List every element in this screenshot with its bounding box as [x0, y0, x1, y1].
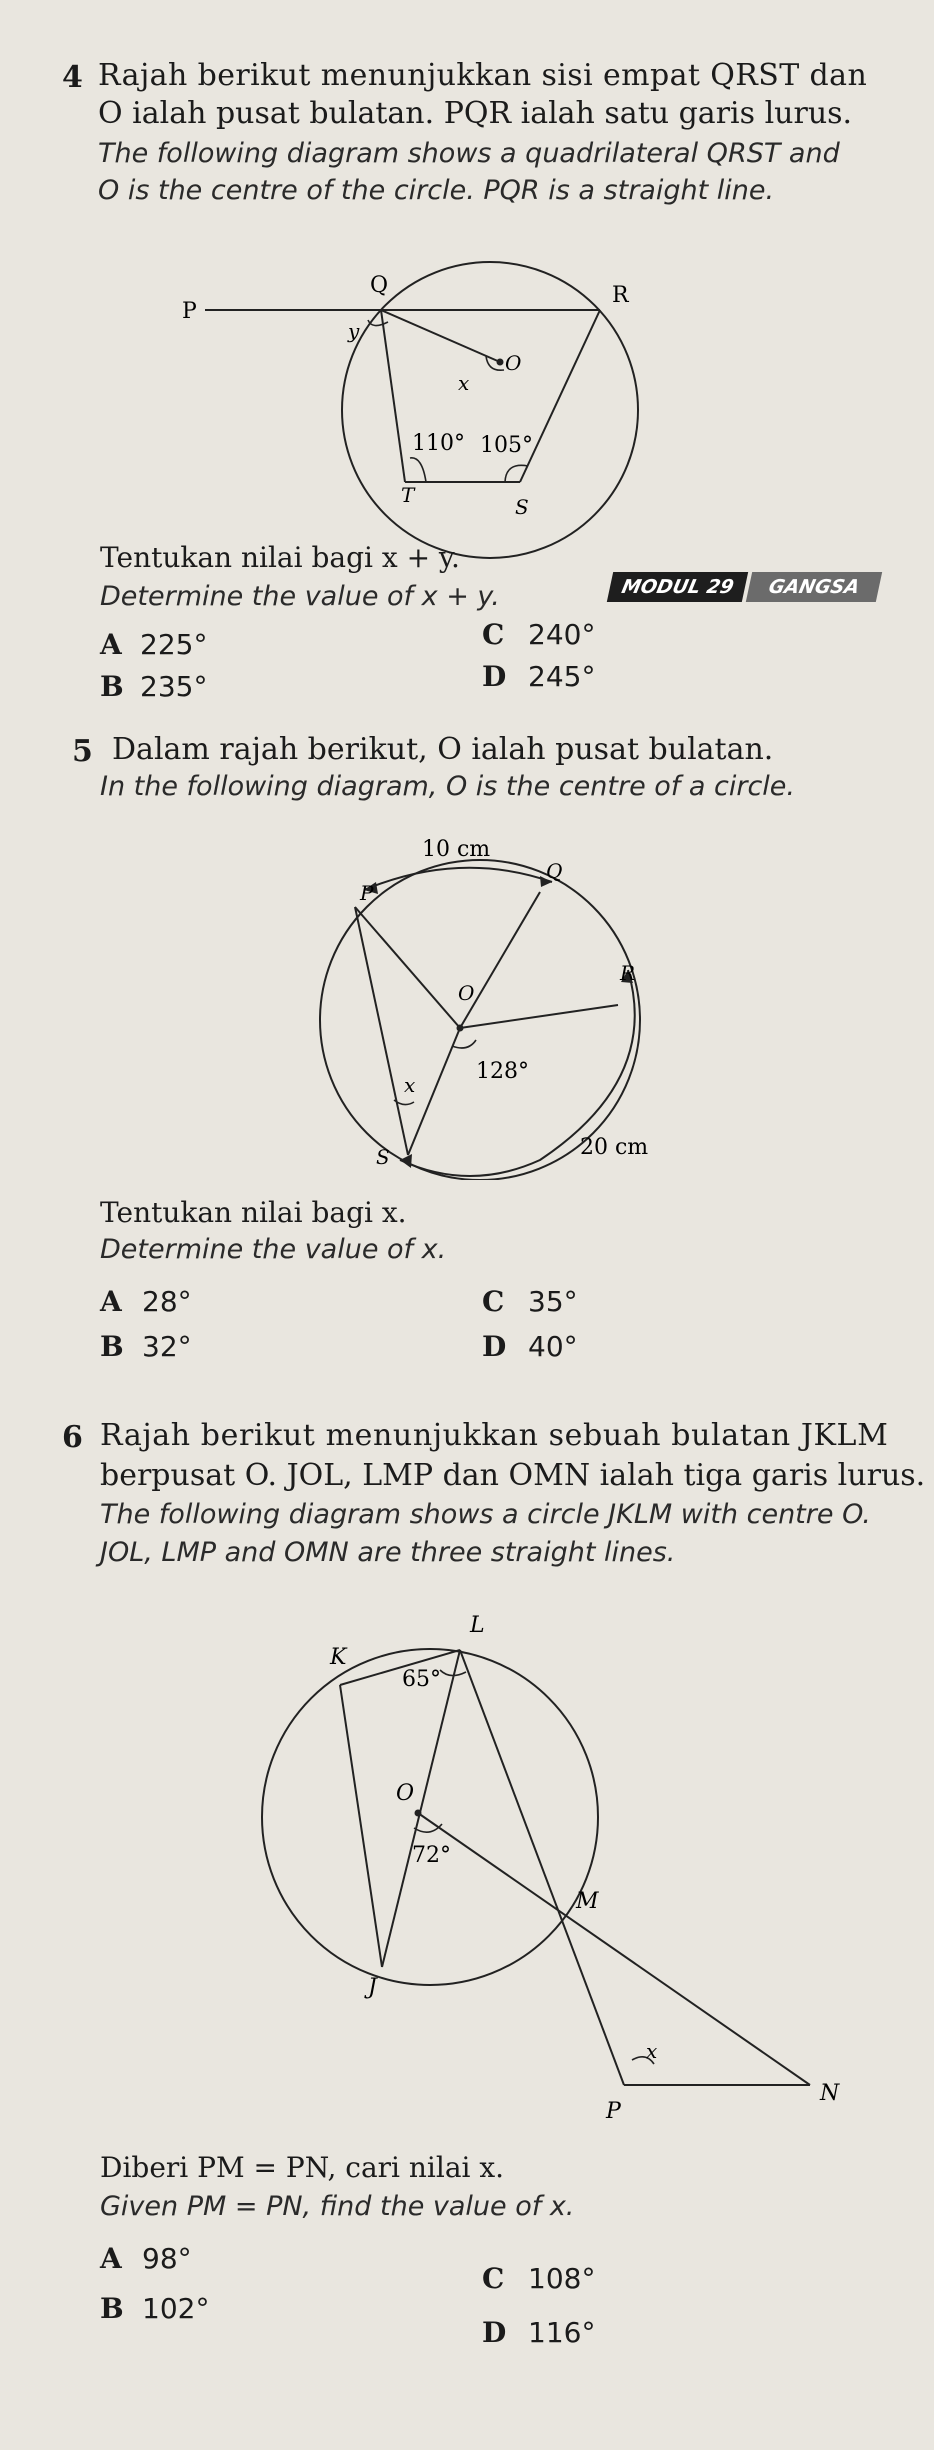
question-number: 5 — [72, 734, 93, 769]
label-S: S — [515, 495, 529, 519]
question-number: 4 — [62, 60, 83, 95]
label-O: O — [458, 981, 475, 1005]
ask-ms: Tentukan nilai bagi x. — [100, 1196, 407, 1229]
label-M: M — [576, 1889, 599, 1914]
label-J: J — [368, 1975, 377, 2000]
label-y: y — [348, 319, 360, 343]
ask-en: Determine the value of x + y. — [100, 581, 500, 612]
option-value: 235° — [140, 670, 208, 703]
label-x: x — [404, 1073, 416, 1097]
label-angle-T: 110° — [412, 431, 465, 456]
badge-modul: MODUL 29 — [607, 572, 749, 602]
label-O: O — [396, 1781, 415, 1806]
ask-en: Given PM = PN, find the value of x. — [100, 2191, 575, 2222]
diagram-q5 — [0, 820, 934, 1180]
question-text-ms: Rajah berikut menunjukkan sisi empat QRST dan — [98, 58, 868, 93]
label-P: P — [360, 881, 374, 905]
diagram-q6 — [0, 1590, 934, 2150]
option-letter: B — [100, 1330, 124, 1363]
question-text-ms: Rajah berikut menunjukkan sebuah bulatan JKLM — [100, 1418, 889, 1453]
option-letter: A — [100, 1285, 122, 1318]
label-P: P — [182, 299, 197, 324]
option-value: 98° — [142, 2242, 192, 2275]
question-text-ms: Dalam rajah berikut, O ialah pusat bulatan. — [112, 732, 774, 767]
label-x: x — [458, 371, 470, 395]
label-Q: Q — [370, 273, 389, 298]
option-letter: C — [482, 2262, 505, 2295]
label-S: S — [376, 1145, 390, 1169]
label-Q: Q — [546, 859, 563, 883]
label-arc-top: 10 cm — [422, 837, 491, 862]
question-text-ms: O ialah pusat bulatan. PQR ialah satu garis lurus. — [98, 96, 853, 131]
option-letter: C — [482, 1285, 505, 1318]
label-O: O — [505, 351, 522, 375]
option-value: 32° — [142, 1330, 192, 1363]
option-letter: D — [482, 660, 507, 693]
label-x: x — [646, 2039, 658, 2063]
question-number: 6 — [62, 1420, 83, 1455]
label-angle-S: 105° — [480, 433, 533, 458]
label-N: N — [820, 2081, 840, 2106]
option-value: 40° — [528, 1330, 578, 1363]
option-value: 225° — [140, 628, 208, 661]
question-text-en: The following diagram shows a quadrilateral QRST and — [98, 138, 840, 169]
badge-level: GANGSA — [746, 572, 883, 602]
ask-ms: Diberi PM = PN, cari nilai x. — [100, 2151, 505, 2184]
option-value: 35° — [528, 1285, 578, 1318]
label-L: L — [470, 1613, 485, 1638]
option-value: 28° — [142, 1285, 192, 1318]
option-value: 116° — [528, 2316, 596, 2349]
option-letter: D — [482, 2316, 507, 2349]
label-angle-L: 65° — [402, 1667, 441, 1692]
modul-badge — [610, 570, 892, 604]
ask-ms: Tentukan nilai bagi x + y. — [100, 541, 460, 574]
label-P: P — [606, 2099, 621, 2124]
label-arc-bottom: 20 cm — [580, 1135, 649, 1160]
question-text-en: The following diagram shows a circle JKLM with centre O. — [100, 1499, 871, 1530]
label-R: R — [612, 283, 629, 308]
option-letter: C — [482, 618, 505, 651]
option-value: 102° — [142, 2292, 210, 2325]
option-value: 240° — [528, 618, 596, 651]
label-R: R — [620, 961, 636, 985]
question-text-en: In the following diagram, O is the centre of a circle. — [100, 771, 795, 802]
label-angle: 128° — [476, 1059, 529, 1084]
option-letter: B — [100, 2292, 124, 2325]
question-text-en: O is the centre of the circle. PQR is a straight line. — [98, 175, 775, 206]
diagram-q4 — [0, 0, 934, 560]
question-text-ms: berpusat O. JOL, LMP dan OMN ialah tiga garis lurus. — [100, 1458, 926, 1493]
option-letter: B — [100, 670, 124, 703]
option-letter: A — [100, 2242, 122, 2275]
option-value: 108° — [528, 2262, 596, 2295]
label-K: K — [330, 1645, 347, 1670]
option-value: 245° — [528, 660, 596, 693]
label-angle-O: 72° — [412, 1843, 451, 1868]
ask-en: Determine the value of x. — [100, 1234, 447, 1265]
option-letter: A — [100, 628, 122, 661]
label-T: T — [401, 483, 415, 507]
option-letter: D — [482, 1330, 507, 1363]
question-text-en: JOL, LMP and OMN are three straight lines. — [100, 1537, 676, 1568]
